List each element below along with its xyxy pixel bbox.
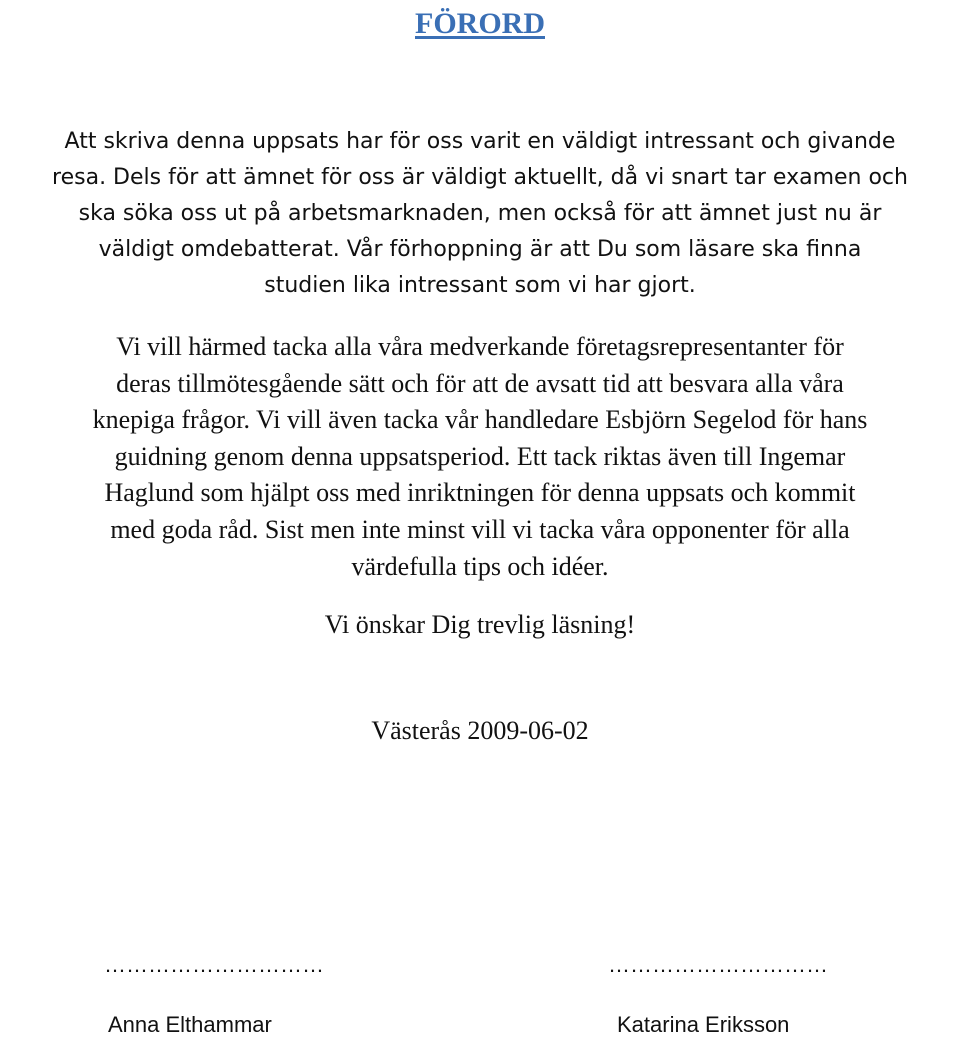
acknowledgement-line: värdefulla tips och idéer. — [351, 551, 609, 581]
signature-name-right: Katarina Eriksson — [617, 1012, 790, 1037]
acknowledgement-line: guidning genom denna uppsatsperiod. Ett tack riktas även till Ingemar — [114, 441, 846, 471]
acknowledgement-paragraph — [0, 329, 960, 585]
page-title: FÖRORD — [415, 7, 545, 40]
intro-line: ska söka oss ut på arbetsmarknaden, men också för att ämnet just nu är — [78, 201, 882, 226]
signature-line-left: ………………………… — [104, 952, 324, 977]
acknowledgement-line: Vi vill härmed tacka alla våra medverkande företagsrepresentanter för — [116, 332, 844, 361]
intro-line: Att skriva denna uppsats har för oss varit en väldigt intressant och givande — [64, 129, 896, 154]
acknowledgement-line: deras tillmötesgående sätt och för att de avsatt tid att besvara alla våra — [116, 368, 844, 398]
intro-line: resa. Dels för att ämnet för oss är väldigt aktuellt, då vi snart tar examen och — [52, 165, 908, 190]
signature-name-left: Anna Elthammar — [108, 1012, 272, 1037]
acknowledgement-line: med goda råd. Sist men inte minst vill vi tacka våra opponenter för alla — [110, 514, 850, 544]
acknowledgement-line: knepiga frågor. Vi vill även tacka vår handledare Esbjörn Segelod för hans — [92, 405, 868, 435]
acknowledgement-line: Haglund som hjälpt oss med inriktningen för denna uppsats och kommit — [104, 478, 856, 508]
signature-line-right: ………………………… — [608, 952, 828, 977]
intro-line: väldigt omdebatterat. Vår förhoppning är att Du som läsare ska finna — [98, 237, 862, 262]
greeting: Vi önskar Dig trevlig läsning! — [324, 610, 636, 639]
intro-line: studien lika intressant som vi har gjort. — [264, 273, 696, 298]
intro-paragraph — [0, 124, 960, 304]
place-date: Västerås 2009-06-02 — [371, 716, 589, 745]
